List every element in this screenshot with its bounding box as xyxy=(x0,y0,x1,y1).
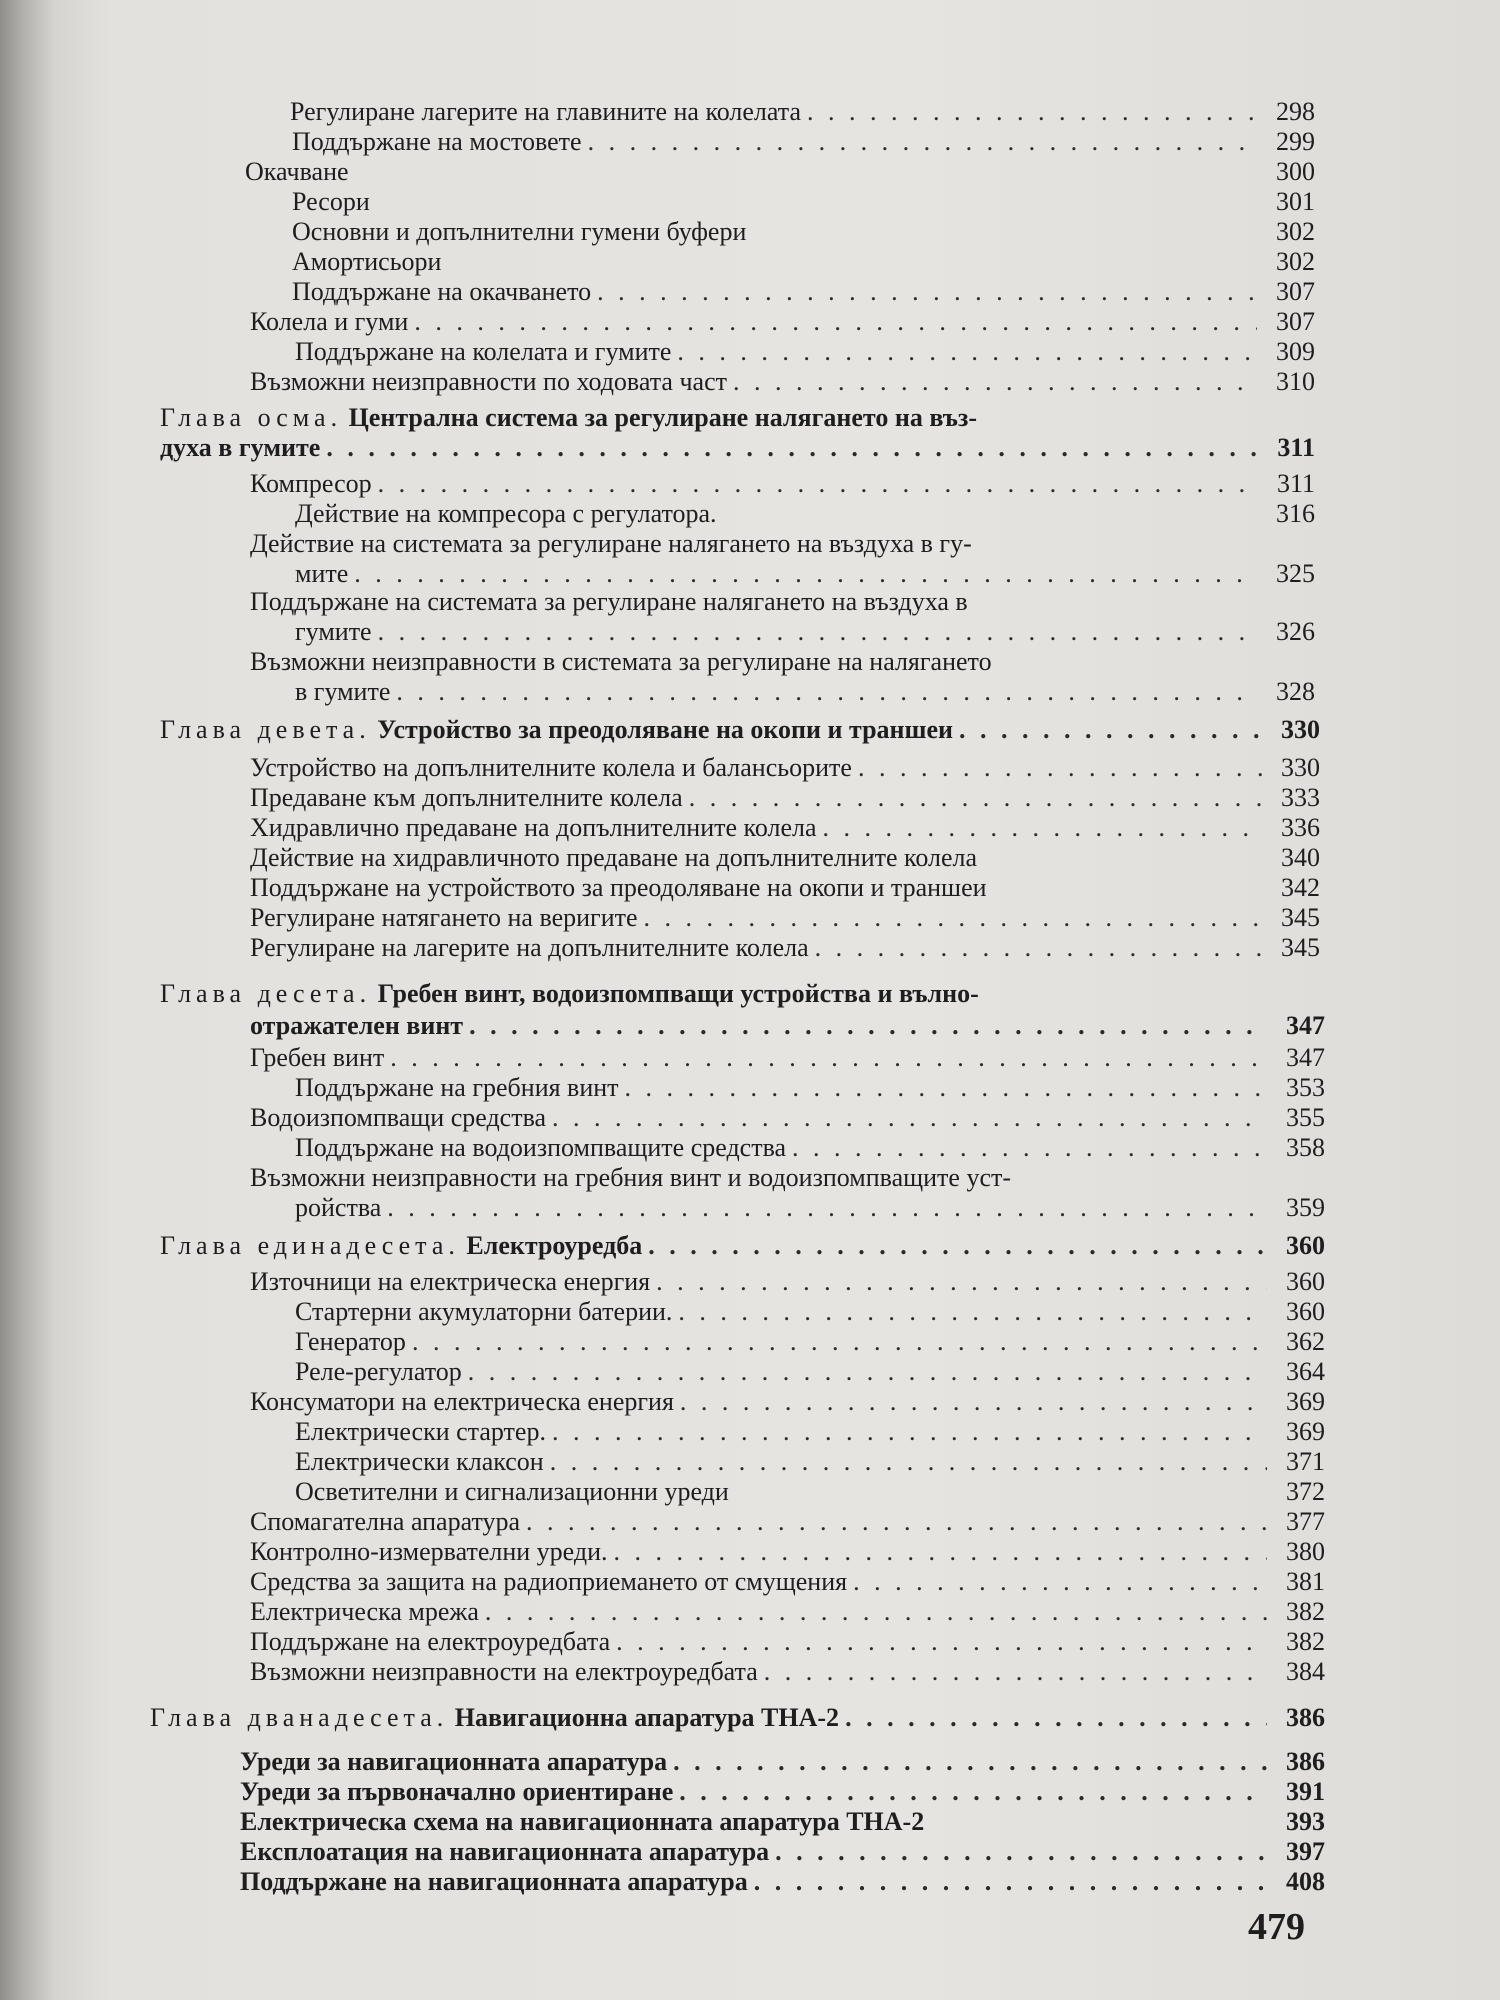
toc-entry: Поддържане на навигационната апаратура . . . 408 xyxy=(240,1866,1325,1898)
toc-entry: Поддържане на устройството за преодоляване на окопи и траншеи 342 xyxy=(250,873,1320,902)
toc-entry: Възможни неизправности в системата за регулиране на налягането xyxy=(250,647,992,676)
toc-entry: Осветителни и сигнализационни уреди 372 xyxy=(295,1477,1325,1506)
toc-entry: Уреди за първоначално ориентиране . . . 391 xyxy=(240,1776,1325,1808)
toc-entry: Средства за защита на радиоприемането от смущения . . . 381 xyxy=(250,1566,1325,1598)
toc-entry: Действие на компресора с регулатора. 316 xyxy=(295,499,1315,528)
toc-entry: Регулиране лагерите на главините на колелата . . . 298 xyxy=(290,96,1315,128)
toc-entry: Поддържане на мостовете . . . 299 xyxy=(292,126,1315,158)
toc-entry: Поддържане на електроуредбата . . . 382 xyxy=(250,1626,1325,1658)
toc-entry: Водоизпомпващи средства . . . 355 xyxy=(250,1102,1325,1134)
chapter-12-heading: Глава дванадесета. Навигационна апаратура ТНА-2 . . . 386 xyxy=(150,1702,1325,1734)
toc-entry-cont: ройства . . . 359 xyxy=(295,1192,1325,1224)
toc-entry: Компресор . . . 311 xyxy=(250,468,1315,500)
toc-entry: Хидравлично предаване на допълнителните колела . . . 336 xyxy=(250,812,1320,844)
toc-entry-cont: в гумите . . . 328 xyxy=(295,676,1315,708)
toc-entry-cont: гумите . . . 326 xyxy=(295,616,1315,648)
toc-entry: Контролно-измервателни уреди. . . . 380 xyxy=(250,1536,1325,1568)
toc-entry: Поддържане на гребния винт . . . 353 xyxy=(295,1072,1325,1104)
toc-entry: Реле-регулатор . . . 364 xyxy=(295,1356,1325,1388)
toc-entry: Експлоатация на навигационната апаратура . . . 397 xyxy=(240,1836,1325,1868)
toc-entry: Действие на системата за регулиране налягането на въздуха в гу- xyxy=(250,529,972,558)
toc-entry: Източници на електрическа енергия . . . 360 xyxy=(250,1266,1325,1298)
toc-entry: Стартерни акумулаторни батерии. . . . 360 xyxy=(295,1296,1325,1328)
toc-entry: Регулиране натягането на веригите . . . 345 xyxy=(250,902,1320,934)
toc-entry: Поддържане на колелата и гумите . . . 309 xyxy=(295,336,1315,368)
chapter-8-heading-cont: духа в гумите . . . 311 xyxy=(160,432,1315,464)
toc-entry: Спомагателна апаратура . . . 377 xyxy=(250,1506,1325,1538)
toc-entry: Действие на хидравличното предаване на допълнителните колела 340 xyxy=(250,843,1320,872)
toc-entry: Поддържане на окачването . . . 307 xyxy=(292,276,1315,308)
toc-entry: Генератор . . . 362 xyxy=(295,1326,1325,1358)
chapter-10-heading-cont: отражателен винт . . . 347 xyxy=(250,1010,1325,1042)
toc-entry: Електрически стартер. . . . 369 xyxy=(295,1416,1325,1448)
toc-entry: Устройство на допълнителните колела и балансьорите . . . 330 xyxy=(250,752,1320,784)
toc-entry: Уреди за навигационната апаратура . . . 386 xyxy=(240,1746,1325,1778)
toc-entry: Основни и допълнителни гумени буфери 302 xyxy=(292,217,1315,246)
toc-entry: Амортисьори 302 xyxy=(292,247,1315,276)
chapter-11-heading: Глава единадесета. Електроуредба . . . 360 xyxy=(160,1230,1325,1262)
toc-entry: Ресори 301 xyxy=(292,187,1315,216)
toc-entry: Гребен винт . . . 347 xyxy=(250,1042,1325,1074)
toc-entry: Електрически клаксон . . . 371 xyxy=(295,1446,1325,1478)
toc-entry: Предаване към допълнителните колела . . . 333 xyxy=(250,782,1320,814)
chapter-9-heading: Глава девета. Устройство за преодоляване на окопи и траншеи . . . 330 xyxy=(160,714,1320,746)
toc-entry: Регулиране на лагерите на допълнителните колела . . . 345 xyxy=(250,932,1320,964)
toc-entry: Консуматори на електрическа енергия . . . 369 xyxy=(250,1386,1325,1418)
toc-entry: Електрическа схема на навигационната апаратура ТНА-2 393 xyxy=(240,1807,1325,1836)
toc-entry: Колела и гуми . . . 307 xyxy=(250,306,1315,338)
page-number: 479 xyxy=(1248,1906,1305,1948)
toc-entry: Окачване 300 xyxy=(245,157,1315,186)
toc-entry: Поддържане на системата за регулиране налягането на въздуха в xyxy=(250,587,968,616)
toc-entry: Възможни неизправности на гребния винт и водоизпомпващите уст- xyxy=(250,1163,1012,1192)
chapter-10-heading: Глава десета. Гребен винт, водоизпомпващи устройства и вълно- xyxy=(160,979,979,1008)
toc-entry: Възможни неизправности по ходовата част . . . 310 xyxy=(250,366,1315,398)
toc-entry-cont: мите . . . 325 xyxy=(295,558,1315,590)
toc-entry: Поддържане на водоизпомпващите средства . . . 358 xyxy=(295,1132,1325,1164)
toc-entry: Електрическа мрежа . . . 382 xyxy=(250,1596,1325,1628)
toc-entry: Възможни неизправности на електроуредбата . . . 384 xyxy=(250,1656,1325,1688)
chapter-8-heading: Глава осма. Централна система за регулиране налягането на въз- xyxy=(160,403,977,432)
